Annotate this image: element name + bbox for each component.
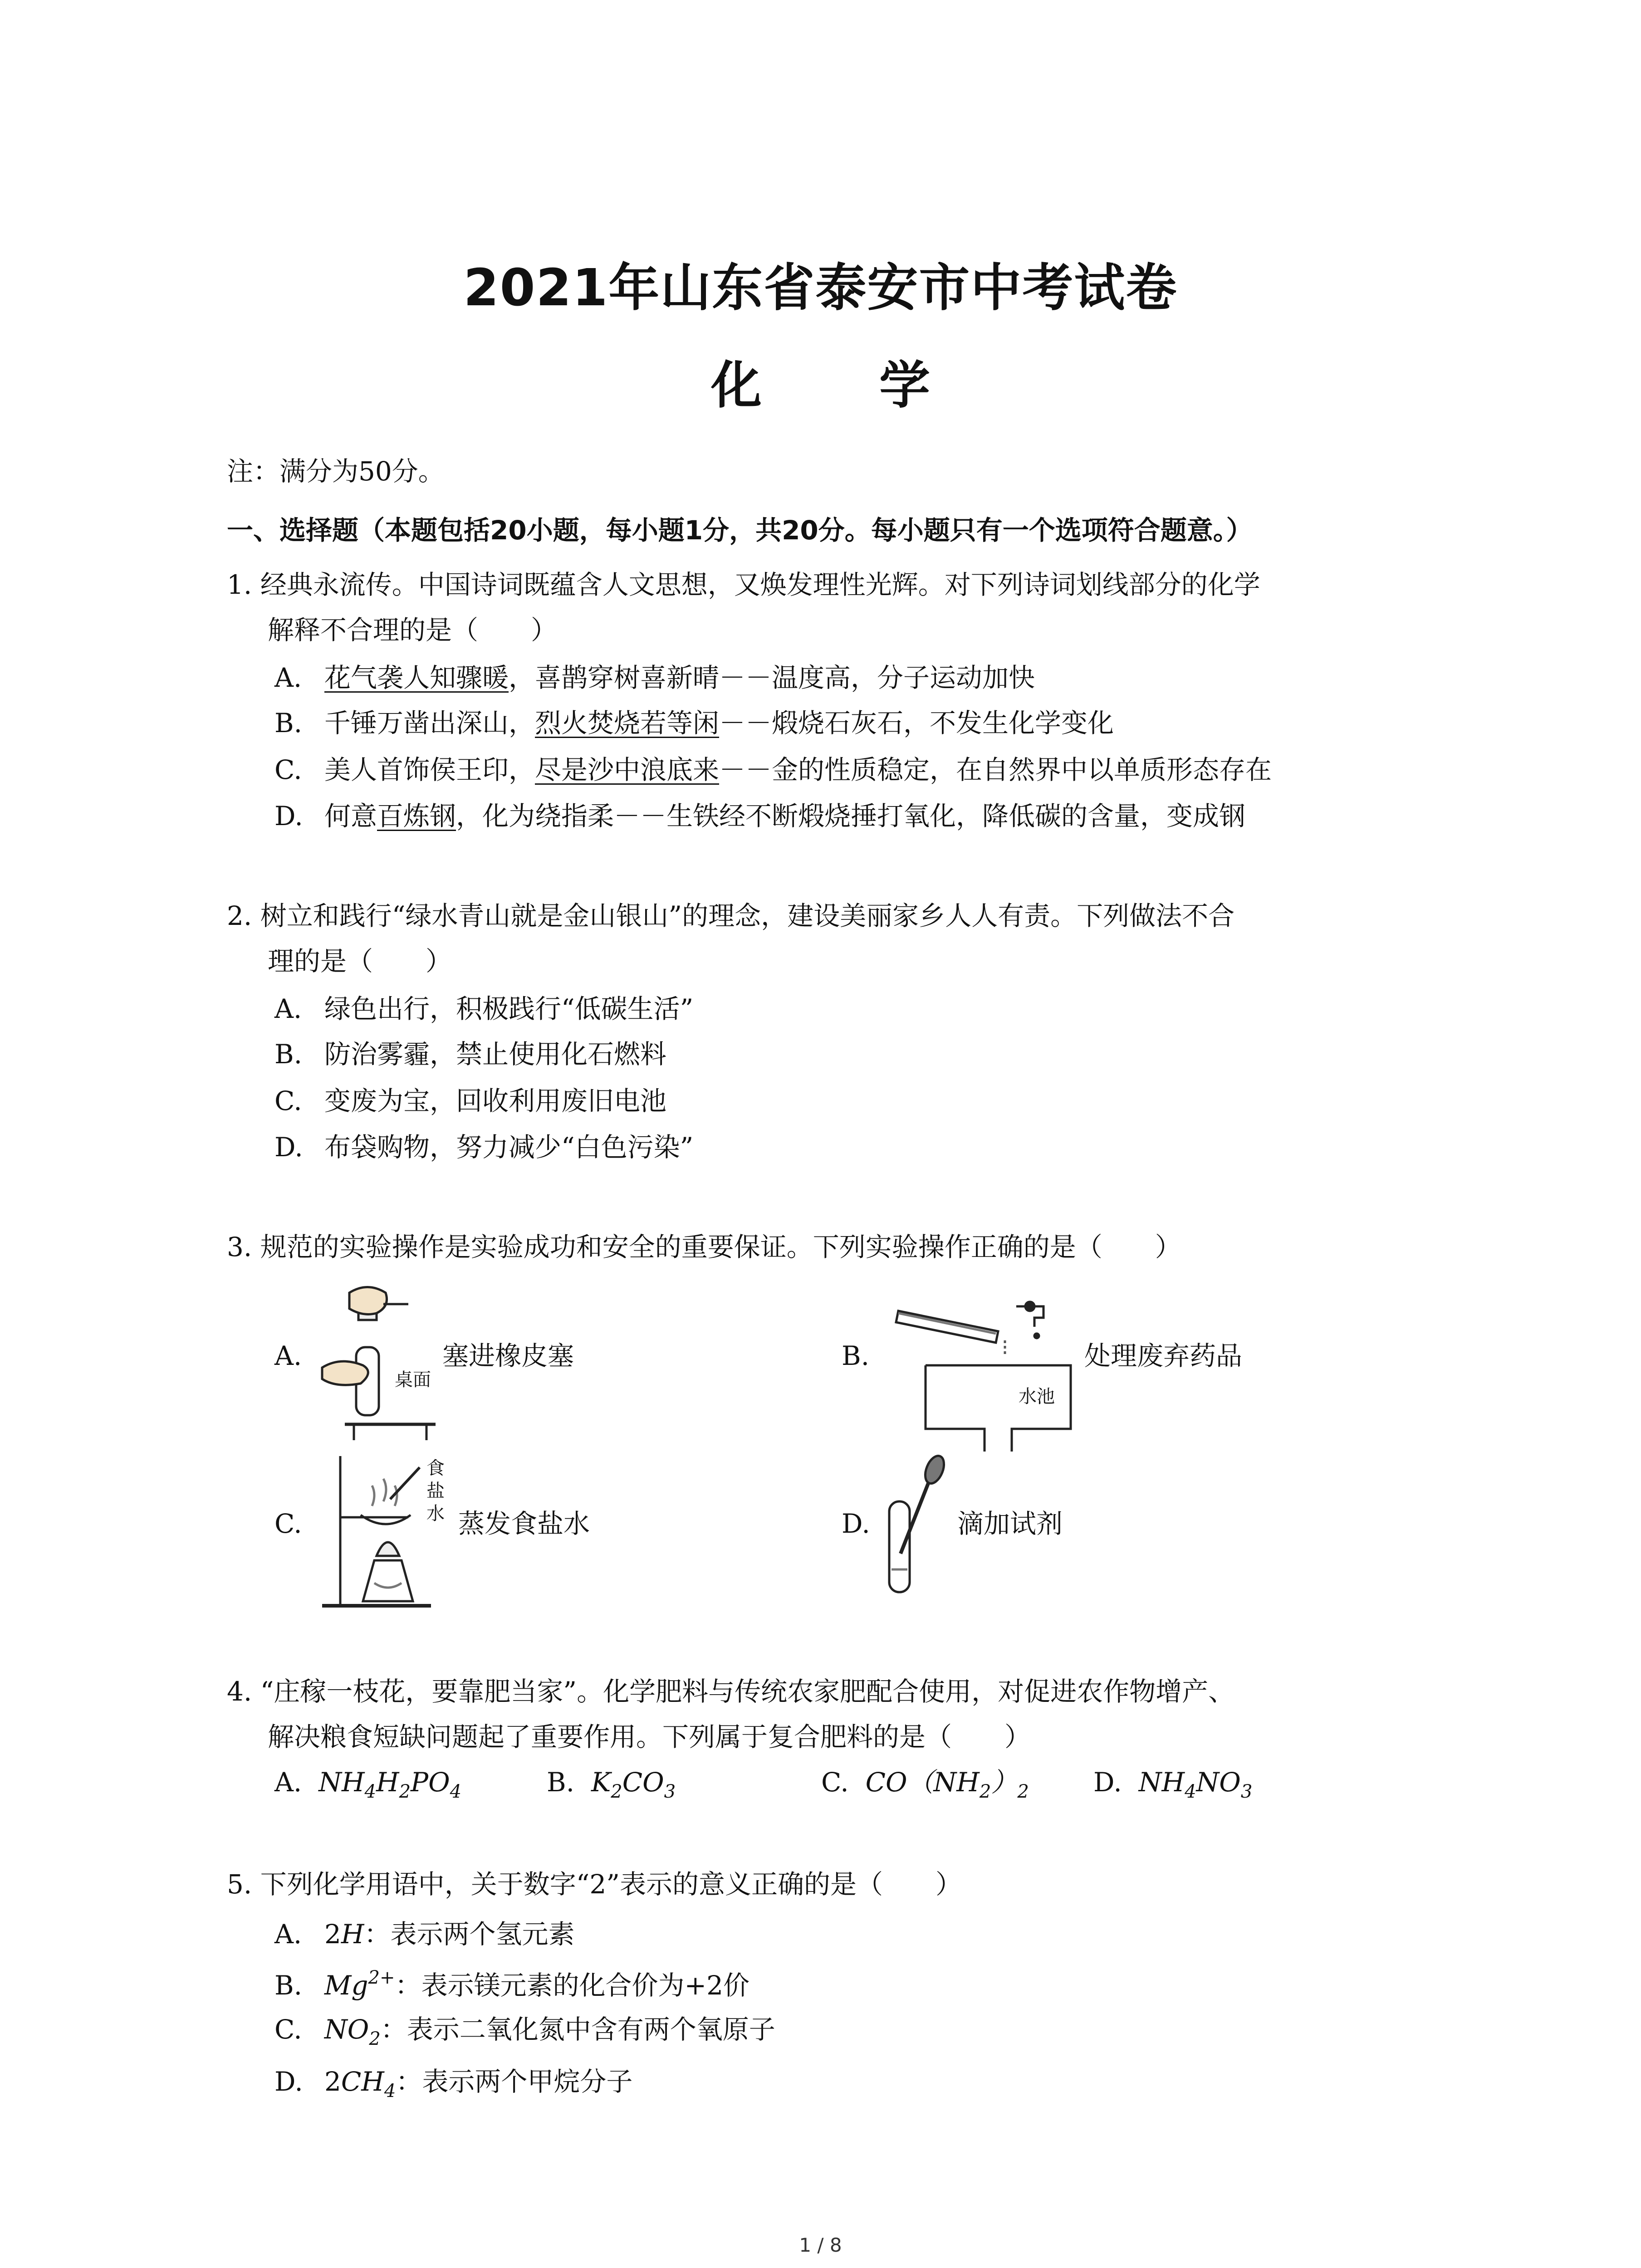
q3-option-a-label: A.	[274, 1340, 302, 1371]
formula-no2: $NO_2$	[324, 2014, 381, 2049]
option-label: B.	[547, 1767, 575, 1798]
q3-option-b-label: B.	[842, 1340, 870, 1371]
q1-stem-line1: 1. 经典永流传。中国诗词既蕴含人文思想，又焕发理性光辉。对下列诗词划线部分的化学	[227, 569, 1260, 600]
q2-option-c	[274, 1085, 667, 1116]
underlined-phrase: 烈火焚烧若等闲	[535, 708, 720, 738]
q1-stem-line2: 解释不合理的是（ ）	[268, 615, 558, 645]
q3-option-b-text: 处理废弃药品	[1084, 1340, 1243, 1371]
q1-option-d	[274, 803, 1245, 829]
option-text: ：表示两个氢元素	[364, 1919, 575, 1950]
q2-option-b	[274, 1039, 667, 1070]
option-label: C.	[274, 2014, 302, 2045]
formula-mg2plus: $Mg^{2+}$	[324, 1967, 395, 2001]
option-label: D.	[274, 801, 303, 831]
q1-option-c	[274, 754, 1272, 785]
option-text: －－煅烧石灰石，不发生化学变化	[719, 708, 1114, 738]
table-surface-label: 桌面	[395, 1369, 431, 1390]
underlined-phrase: 花气袭人知骤暖	[324, 662, 509, 693]
q4-stem-line1: 4. “庄稼一枝花，要靠肥当家”。化学肥料与传统农家肥配合使用，对促进农作物增产、	[227, 1676, 1235, 1707]
q4-option-b	[547, 1769, 676, 1801]
formula-nh4h2po4: $NH_4H_2PO_4$	[318, 1767, 462, 1802]
waste-disposal-figure	[885, 1297, 1075, 1424]
evaporation-figure	[318, 1447, 454, 1615]
option-label: C.	[821, 1767, 849, 1798]
option-text: 何意	[324, 801, 377, 831]
q2-stem-line1: 2. 树立和践行“绿水青山就是金山银山”的理念，建设美丽家乡人人有责。下列做法不合	[227, 900, 1235, 931]
q5-option-a	[274, 1919, 575, 1950]
section-heading: 一、选择题（本题包括20小题，每小题1分，共20分。每小题只有一个选项符合题意。）	[227, 515, 1253, 546]
option-text: ：表示二氧化氮中含有两个氧原子	[380, 2014, 775, 2045]
formula-urea: $CO(NH_2)_2$	[865, 1767, 1029, 1802]
underlined-phrase: 尽是沙中浪底来	[535, 754, 720, 785]
option-text: 布袋购物，努力减少“白色污染”	[324, 1132, 694, 1163]
formula-nh4no3: $NH_4NO_3$	[1138, 1767, 1253, 1802]
option-text: 防治雾霾，禁止使用化石燃料	[324, 1039, 667, 1070]
formula-2ch4: $2CH_4$	[324, 2066, 396, 2102]
option-label: C.	[274, 1085, 302, 1116]
dropper-figure	[880, 1452, 962, 1606]
score-note: 注：满分为50分。	[227, 456, 445, 487]
q5-option-c	[274, 2016, 775, 2048]
underlined-phrase: 百炼钢	[377, 801, 456, 831]
q3-option-d-label: D.	[842, 1508, 870, 1539]
q2-stem-line2: 理的是（ ）	[268, 946, 452, 977]
option-label: D.	[1093, 1767, 1122, 1798]
option-text: ，喜鹊穿树喜新晴－－温度高，分子运动加快	[509, 662, 1035, 693]
page-number: 1 / 8	[799, 2234, 842, 2256]
option-label: A.	[274, 662, 302, 693]
q3-option-d-text: 滴加试剂	[957, 1508, 1063, 1539]
q1-option-a	[274, 662, 1035, 693]
option-text: －－金的性质稳定，在自然界中以单质形态存在	[719, 754, 1272, 785]
q3-option-a-text: 塞进橡皮塞	[442, 1340, 574, 1371]
option-label: A.	[274, 993, 302, 1024]
option-text: 美人首饰侯王印，	[324, 754, 535, 785]
label-char-1: 食	[426, 1458, 445, 1479]
q4-option-a	[274, 1769, 461, 1801]
option-label: B.	[274, 708, 303, 738]
q3-stem: 3. 规范的实验操作是实验成功和安全的重要保证。下列实验操作正确的是（ ）	[227, 1232, 1181, 1262]
q2-option-a	[274, 993, 694, 1024]
option-text: ：表示两个甲烷分子	[396, 2066, 633, 2097]
option-label: B.	[274, 1039, 303, 1070]
label-char-3: 水	[426, 1503, 445, 1524]
option-text: ：表示镁元素的化合价为+2价	[395, 1970, 749, 2001]
option-label: A.	[274, 1919, 302, 1950]
option-text: 变废为宝，回收利用废旧电池	[324, 1085, 667, 1116]
option-label: D.	[274, 2066, 303, 2097]
formula-2h: 2H	[324, 1919, 364, 1950]
q3-option-c-text: 蒸发食盐水	[458, 1508, 590, 1539]
option-text: 绿色出行，积极践行“低碳生活”	[324, 993, 694, 1024]
q1-option-b	[274, 710, 1114, 736]
sink-label: 水池	[1019, 1386, 1055, 1407]
q2-option-d	[274, 1132, 694, 1163]
q5-option-b	[274, 1969, 749, 1999]
q3-option-c-label: C.	[274, 1508, 302, 1539]
option-label: C.	[274, 754, 302, 785]
q4-option-d	[1093, 1769, 1252, 1801]
q5-stem: 5. 下列化学用语中，关于数字“2”表示的意义正确的是（ ）	[227, 1869, 962, 1900]
q5-option-d	[274, 2068, 632, 2100]
subject-title: 化 学	[711, 356, 980, 415]
formula-k2co3: $K_2CO_3$	[591, 1767, 676, 1802]
option-label: B.	[274, 1970, 303, 2001]
option-text: ，化为绕指柔－－生铁经不断煅烧捶打氧化，降低碳的含量，变成钢	[456, 801, 1246, 831]
label-char-2: 盐	[426, 1481, 445, 1501]
exam-title: 2021年山东省泰安市中考试卷	[463, 259, 1178, 318]
stopper-insertion-figure	[318, 1288, 445, 1442]
q4-stem-line2: 解决粮食短缺问题起了重要作用。下列属于复合肥料的是（ ）	[268, 1721, 1031, 1752]
option-text: 千锤万凿出深山，	[324, 708, 535, 738]
q4-option-c	[821, 1769, 1029, 1801]
option-label: A.	[274, 1767, 302, 1798]
option-label: D.	[274, 1132, 303, 1163]
